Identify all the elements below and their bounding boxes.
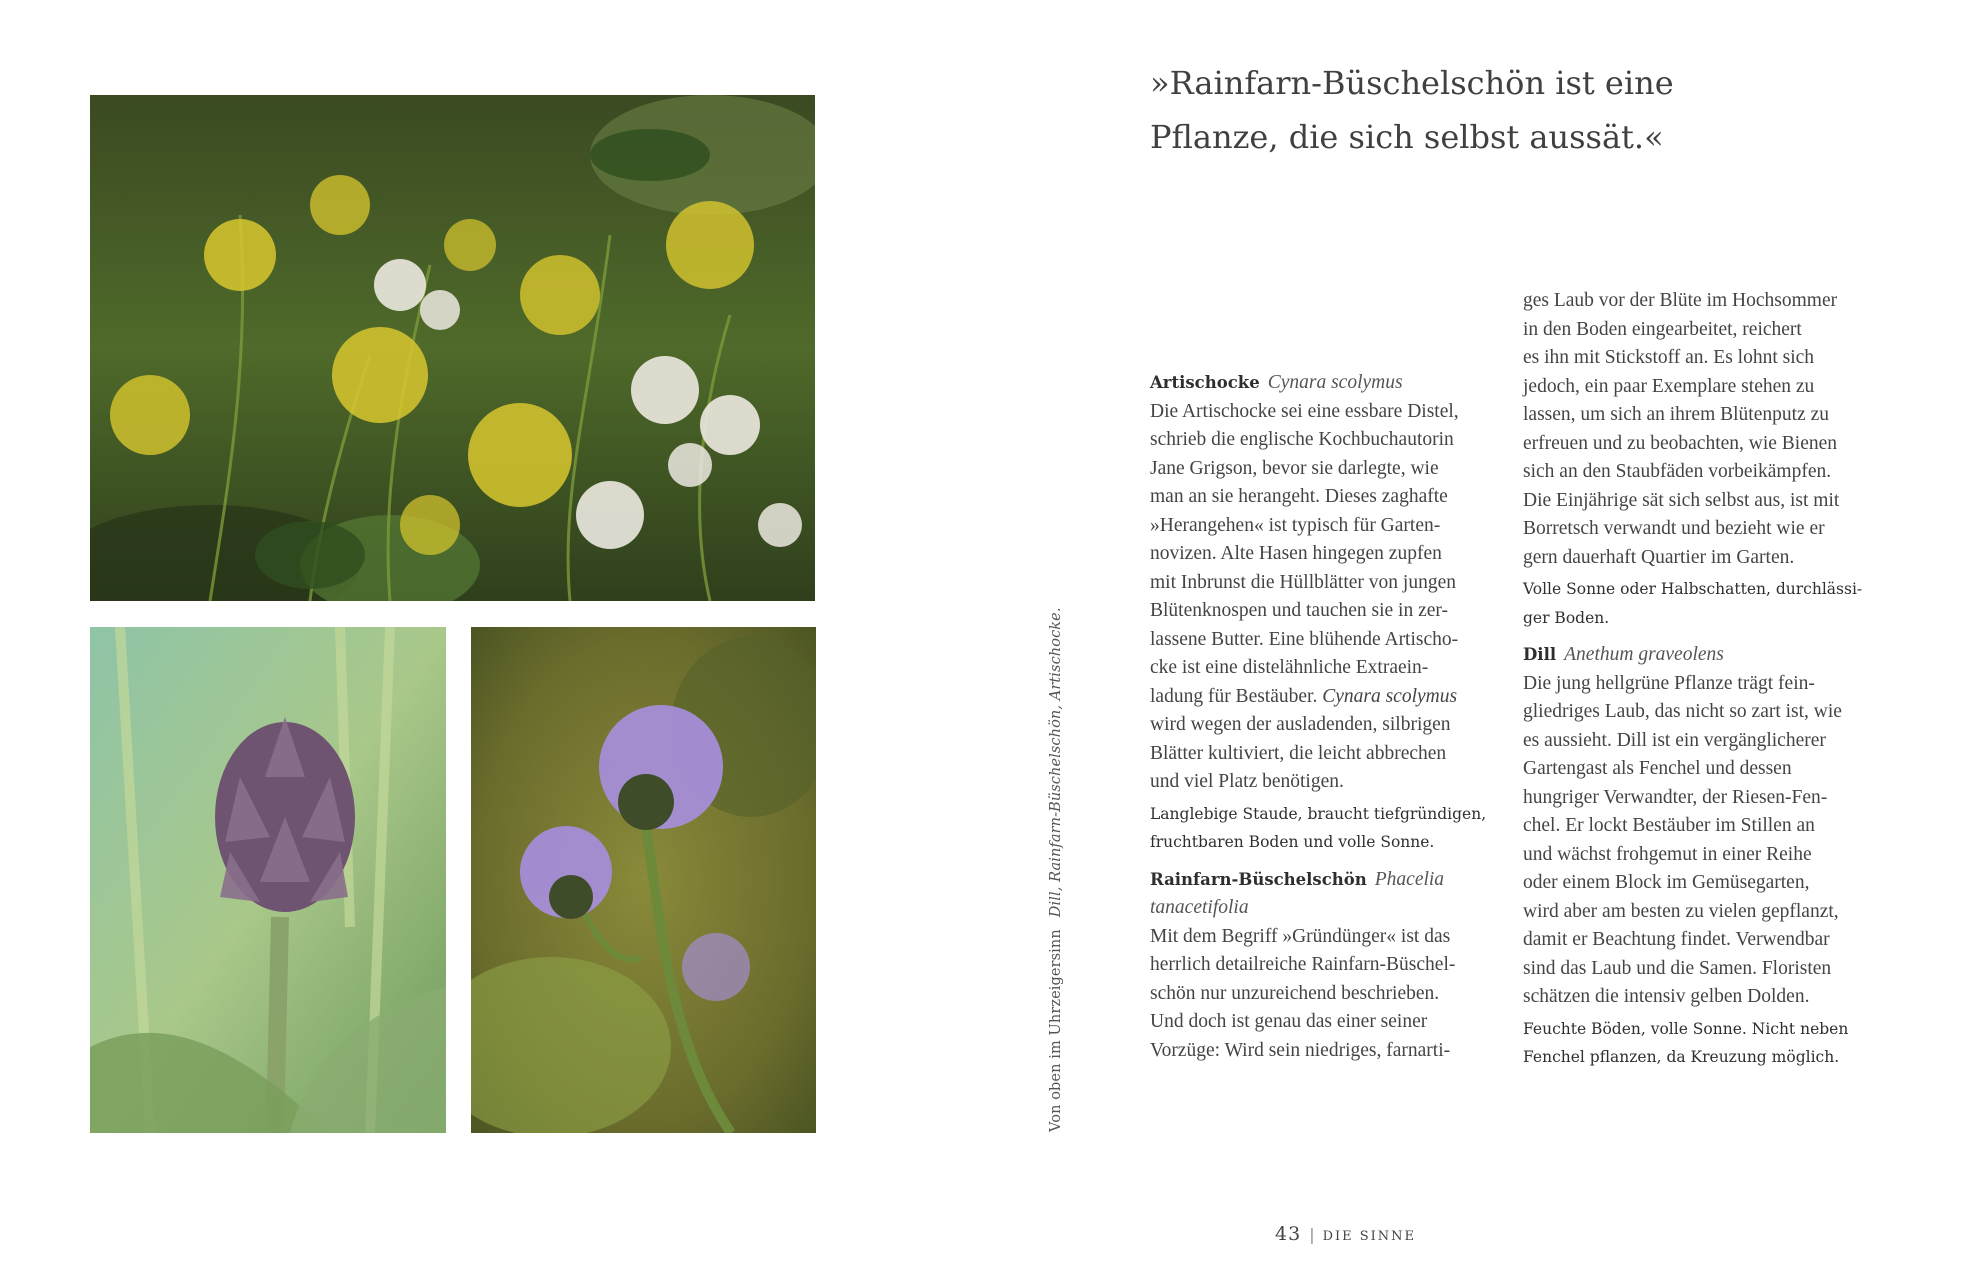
entry-body-line: schön nur unzureichend beschrieben. bbox=[1150, 982, 1440, 1004]
caption-names: Dill, Rainfarn-Büschelschön, Artischocke. bbox=[1048, 607, 1064, 918]
entry-name: Artischocke bbox=[1150, 373, 1260, 392]
entry-body-line: lassen, um sich an ihrem Blütenputz zu bbox=[1523, 404, 1829, 425]
pull-quote bbox=[1150, 56, 1710, 164]
entry-body-line: Jane Grigson, bevor sie darlegte, wie bbox=[1150, 457, 1439, 479]
entry-heading-rainfarn bbox=[1150, 866, 1505, 895]
entry-growing-note bbox=[1523, 575, 1883, 632]
entry-growing-note bbox=[1150, 800, 1505, 857]
entry-body-line: lassene Butter. Eine blühende Artischo- bbox=[1150, 628, 1459, 650]
entry-body-line: chel. Er lockt Bestäuber im Stillen an bbox=[1523, 815, 1815, 836]
entry-heading-rainfarn-cont bbox=[1150, 894, 1505, 923]
entry-body-line: »Herangehen« ist typisch für Garten- bbox=[1150, 514, 1441, 536]
text-column-right bbox=[1523, 287, 1883, 1072]
entry-body-line: sind das Laub und die Samen. Floristen bbox=[1523, 957, 1832, 979]
entry-body-line: Die Artischocke sei eine essbare Distel, bbox=[1150, 400, 1459, 422]
entry-body-line: man an sie herangeht. Dieses zaghafte bbox=[1150, 486, 1448, 507]
entry-body-line: Die Einjährige sät sich selbst aus, ist mit bbox=[1523, 489, 1840, 511]
entry-body-line: Mit dem Begriff »Gründünger« ist das bbox=[1150, 925, 1451, 947]
entry-body-line: Gartengast als Fenchel und dessen bbox=[1523, 758, 1792, 779]
entry-body-line: mit Inbrunst die Hüllblätter von jungen bbox=[1150, 571, 1456, 593]
entry-body-line: hungriger Verwandter, der Riesen-Fen- bbox=[1523, 786, 1828, 808]
entry-body-line: cke ist eine distelähnliche Extraein- bbox=[1150, 657, 1429, 678]
entry-body-line bbox=[1150, 683, 1505, 712]
entry-latin-name: Cynara scolymus bbox=[1267, 372, 1403, 393]
photo-dill-yarrow bbox=[90, 95, 815, 601]
entry-body-line: Vorzüge: Wird sein niedriges, farnarti- bbox=[1150, 1039, 1451, 1061]
entry-latin-name: Anethum graveolens bbox=[1564, 644, 1724, 665]
entry-body-line: wird wegen der ausladenden, silbrigen bbox=[1150, 714, 1451, 735]
note-line: Volle Sonne oder Halbschatten, durchlässi- bbox=[1523, 580, 1863, 598]
entry-body-italic: Cynara scolymus bbox=[1322, 685, 1458, 707]
entry-body-line: Und doch ist genau das einer seiner bbox=[1150, 1011, 1428, 1032]
note-line: fruchtbaren Boden und volle Sonne. bbox=[1150, 833, 1435, 851]
entry-body-line: damit er Beachtung findet. Verwendbar bbox=[1523, 929, 1830, 950]
folio-separator: | bbox=[1309, 1225, 1315, 1244]
entry-body-line: Blütenknospen und tauchen sie in zer- bbox=[1150, 600, 1448, 621]
photo-phacelia bbox=[471, 627, 816, 1133]
entry-body-line: ges Laub vor der Blüte im Hochsommer bbox=[1523, 290, 1838, 311]
entry-body-line: schrieb die englische Kochbuchautorin bbox=[1150, 429, 1454, 450]
entry-heading-artischocke bbox=[1150, 369, 1505, 398]
dill-illustration bbox=[90, 95, 815, 601]
page-folio bbox=[1275, 1223, 1416, 1245]
entry-body-line: es ihn mit Stickstoff an. Es lohnt sich bbox=[1523, 347, 1815, 368]
entry-name: Rainfarn-Büschelschön bbox=[1150, 869, 1367, 889]
entry-body-line: novizen. Alte Hasen hingegen zupfen bbox=[1150, 543, 1442, 564]
entry-heading-dill bbox=[1523, 641, 1883, 670]
pull-quote-line-2: Pflanze, die sich selbst aussät.« bbox=[1150, 118, 1664, 156]
entry-latin-name: tanacetifolia bbox=[1150, 897, 1249, 918]
entry-body-line: oder einem Block im Gemüsegarten, bbox=[1523, 872, 1810, 893]
entry-body-line: sich an den Staubfäden vorbeikämpfen. bbox=[1523, 461, 1832, 482]
entry-latin-name: Phacelia bbox=[1374, 868, 1445, 890]
entry-body-text: ladung für Bestäuber. bbox=[1150, 685, 1318, 707]
text-column-left bbox=[1150, 369, 1505, 1065]
entry-body-line: und wächst frohgemut in einer Reihe bbox=[1523, 843, 1812, 865]
entry-body-line: gern dauerhaft Quartier im Garten. bbox=[1523, 546, 1795, 568]
entry-body-line: herrlich detailreiche Rainfarn-Büschel- bbox=[1150, 954, 1456, 975]
caption-prefix: Von oben im Uhrzeigersinn bbox=[1048, 929, 1064, 1132]
photo-artichoke bbox=[90, 627, 446, 1133]
page-number: 43 bbox=[1275, 1223, 1302, 1245]
section-title: DIE SINNE bbox=[1322, 1229, 1417, 1244]
entry-body-line: jedoch, ein paar Exemplare stehen zu bbox=[1523, 375, 1815, 397]
phacelia-illustration bbox=[471, 627, 816, 1133]
artichoke-illustration bbox=[90, 627, 446, 1133]
pull-quote-line-1: »Rainfarn-Büschelschön ist eine bbox=[1150, 64, 1674, 102]
entry-body-line: in den Boden eingearbeitet, reichert bbox=[1523, 318, 1802, 340]
entry-body-line: und viel Platz benötigen. bbox=[1150, 771, 1344, 792]
entry-body-line: schätzen die intensiv gelben Dolden. bbox=[1523, 986, 1810, 1007]
entry-body-line: gliedriges Laub, das nicht so zart ist, wie bbox=[1523, 701, 1842, 722]
entry-body-line: Blätter kultiviert, die leicht abbrechen bbox=[1150, 742, 1447, 764]
entry-body-line: es aussieht. Dill ist ein vergänglicherer bbox=[1523, 729, 1826, 751]
entry-body-line: Borretsch verwandt und bezieht wie er bbox=[1523, 518, 1825, 539]
image-caption bbox=[1048, 607, 1064, 1132]
note-line: Feuchte Böden, volle Sonne. Nicht neben bbox=[1523, 1019, 1849, 1038]
entry-body-line: Die jung hellgrüne Pflanze trägt fein- bbox=[1523, 672, 1815, 694]
note-line: Langlebige Staude, braucht tiefgründigen, bbox=[1150, 804, 1487, 823]
entry-body-line: wird aber am besten zu vielen gepflanzt, bbox=[1523, 900, 1839, 922]
entry-body-line: erfreuen und zu beobachten, wie Bienen bbox=[1523, 432, 1838, 454]
note-line: Fenchel pflanzen, da Kreuzung möglich. bbox=[1523, 1048, 1840, 1066]
entry-name: Dill bbox=[1523, 645, 1557, 664]
note-line: ger Boden. bbox=[1523, 608, 1610, 627]
entry-growing-note bbox=[1523, 1015, 1883, 1072]
